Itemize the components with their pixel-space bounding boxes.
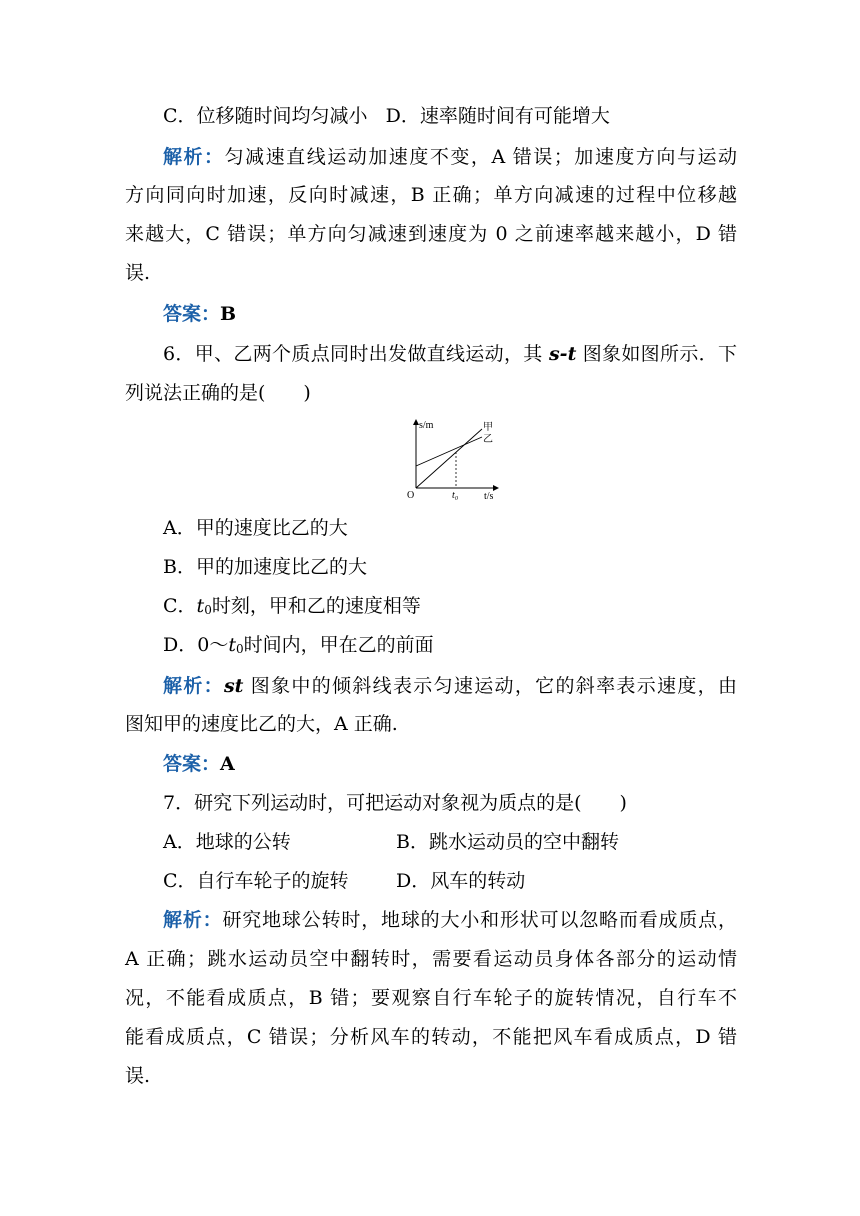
t0-label: t₀ [452,490,459,501]
line-jia [416,429,482,488]
q5-options-cd [163,103,610,129]
q6-option-c: C．$t_0$时刻，甲和乙的速度相等 [163,595,421,617]
q6-analysis-line-1: 解析：st 图象中的倾斜线表示匀速运动，它的斜率表示速度，由 [163,675,737,697]
q7-option-d: D．风车的转动 [396,870,526,892]
q6-analysis-line-2: 图知甲的速度比乙的大，A 正确. [125,713,398,735]
q7-analysis-line-1: 解析：研究地球公转时，地球的大小和形状可以忽略而看成质点， [163,909,737,931]
x-axis-label: t/s [484,491,494,502]
q6-stem-line-1: 6．甲、乙两个质点同时出发做直线运动，其 s-t 图象如图所示．下 [163,343,737,365]
q6-answer-value: A [220,753,235,775]
q7-analysis-line-5: 误. [125,1065,151,1087]
q6-option-a: A．甲的速度比乙的大 [163,517,348,539]
q7-option-b: B．跳水运动员的空中翻转 [396,831,619,853]
y-axis-label: s/m [419,420,434,431]
q6-analysis-label: 解析： [163,675,224,697]
line-jia-label: 甲 [483,422,493,433]
q6-stem-var: s-t [548,343,577,365]
q5-answer [163,301,236,327]
q7-stem: 7．研究下列运动时，可把运动对象视为质点的是( ) [163,792,627,814]
q5-analysis-line-2: 方向同向时加速，反向时减速，B 正确；单方向减速的过程中位移越 [125,184,737,206]
q6-stem-line-2: 列说法正确的是( ) [125,382,311,404]
q7-analysis-line-2: A 正确；跳水运动员空中翻转时，需要看运动员身体各部分的运动情 [125,948,737,970]
q7-analysis-line-4: 能看成质点，C 错误；分析风车的转动，不能把风车看成质点，D 错 [125,1026,737,1048]
line-yi [416,437,482,466]
q5-answer-value: B [220,303,237,325]
q6-answer-label: 答案： [163,753,221,775]
q6-answer [163,751,235,777]
q7-analysis-line-3: 况，不能看成质点，B 错；要观察自行车轮子的旋转情况，自行车不 [125,987,737,1009]
q5-answer-label: 答案： [163,303,221,325]
q6-option-d: D．$0\sim t_0$时间内，甲在乙的前面 [163,634,434,656]
q6-s-t-graph [404,418,504,502]
q7-option-c: C．自行车轮子的旋转 [163,870,349,892]
q7-option-a: A．地球的公转 [163,831,291,853]
q5-analysis-line-3: 来越大，C 错误；单方向匀减速到速度为 0 之前速率越来越小，D 错 [125,223,737,245]
line-yi-label: 乙 [483,434,493,445]
q7-analysis-label: 解析： [163,909,223,931]
q5-analysis-line-1: 解析：匀减速直线运动加速度不变，A 错误；加速度方向与运动 [163,146,737,168]
origin-label: O [407,490,415,501]
q5-analysis-label: 解析： [163,146,225,168]
q6-option-b: B．甲的加速度比乙的大 [163,556,367,578]
q5-option-c: C．位移随时间均匀减小 [163,105,368,127]
q5-analysis-line-4: 误. [125,262,151,284]
q5-option-d: D．速率随时间有可能增大 [385,105,610,127]
